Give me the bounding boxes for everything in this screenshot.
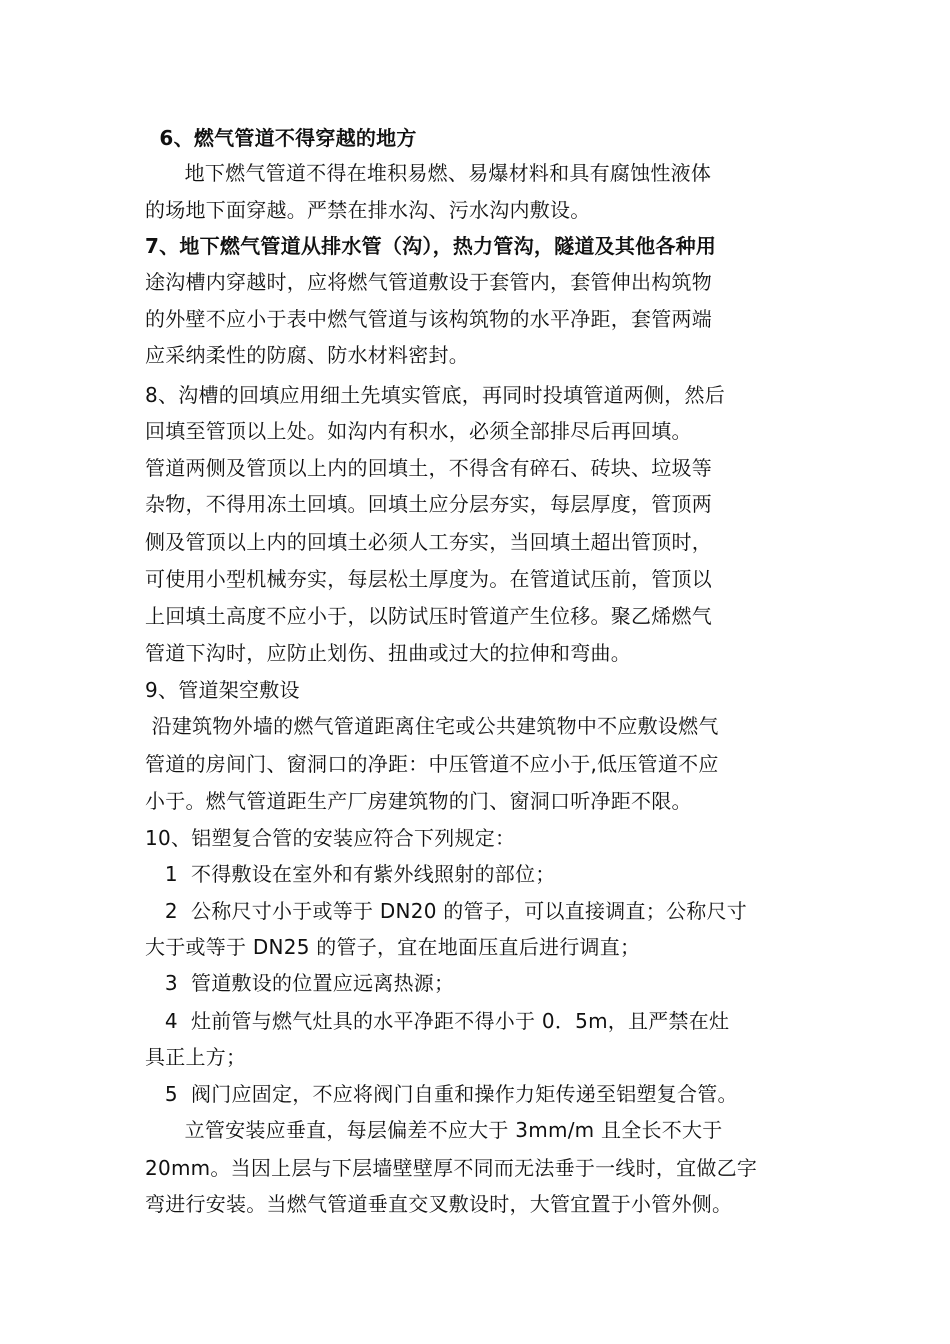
list-item: 3 管道敷设的位置应远离热源； [145,971,455,995]
section-9-heading: 9、管道架空敷设 [145,678,300,702]
paragraph-line: 侧及管顶以上内的回填土必须人工夯实，当回填土超出管顶时， [145,530,712,554]
paragraph-line: 的场地下面穿越。严禁在排水沟、污水沟内敷设。 [145,198,591,222]
list-item: 4 灶前管与燃气灶具的水平净距不得小于 0．5m，且严禁在灶 [145,1009,730,1033]
section-10-heading: 10、铝塑复合管的安装应符合下列规定： [145,826,516,850]
paragraph-line: 管道两侧及管顶以上内的回填土，不得含有碎石、砖块、垃圾等 [145,456,712,480]
paragraph-line: 小于。燃气管道距生产厂房建筑物的门、窗洞口听净距不限。 [145,789,692,813]
paragraph-line: 应采纳柔性的防腐、防水材料密封。 [145,343,469,367]
section-7-line: 7、地下燃气管道从排水管（沟），热力管沟，隧道及其他各种用 [145,234,717,258]
list-item: 1 不得敷设在室外和有紫外线照射的部位； [145,862,556,886]
paragraph-line: 大于或等于 DN25 的管子，宜在地面压直后进行调直； [145,935,641,959]
list-item: 2 公称尺寸小于或等于 DN20 的管子，可以直接调直；公称尺寸 [145,899,748,923]
paragraph-line: 管道下沟时，应防止划伤、扭曲或过大的拉伸和弯曲。 [145,641,631,665]
paragraph-line: 立管安装应垂直，每层偏差不应大于 3mm/m 且全长不大于 [145,1118,723,1142]
paragraph-line: 回填至管顶以上处。如沟内有积水，必须全部排尽后再回填。 [145,419,692,443]
paragraph-line: 途沟槽内穿越时，应将燃气管道敷设于套管内，套管伸出构筑物 [145,270,712,294]
paragraph-line: 管道的房间门、窗洞口的净距：中压管道不应小于,低压管道不应 [145,752,719,776]
paragraph-line: 弯进行安装。当燃气管道垂直交叉敷设时，大管宜置于小管外侧。 [145,1192,733,1216]
paragraph-line: 地下燃气管道不得在堆积易燃、易爆材料和具有腐蚀性液体 [145,161,712,185]
paragraph-line: 上回填土高度不应小于，以防试压时管道产生位移。聚乙烯燃气 [145,604,712,628]
section-6-heading: 6、燃气管道不得穿越的地方 [145,126,417,150]
paragraph-line: 沿建筑物外墙的燃气管道距离住宅或公共建筑物中不应敷设燃气 [145,714,719,738]
list-item: 5 阀门应固定，不应将阀门自重和操作力矩传递至铝塑复合管。 [145,1082,738,1106]
section-8-line: 8、沟槽的回填应用细土先填实管底，再同时投填管道两侧，然后 [145,383,725,407]
paragraph-line: 具正上方； [145,1045,247,1069]
paragraph-line: 杂物，不得用冻土回填。回填土应分层夯实，每层厚度，管顶两 [145,492,712,516]
paragraph-line: 20mm。当因上层与下层墙壁壁厚不同而无法垂于一线时，宜做乙字 [145,1156,758,1180]
paragraph-line: 的外壁不应小于表中燃气管道与该构筑物的水平净距，套管两端 [145,307,712,331]
paragraph-line: 可使用小型机械夯实，每层松土厚度为。在管道试压前，管顶以 [145,567,712,591]
